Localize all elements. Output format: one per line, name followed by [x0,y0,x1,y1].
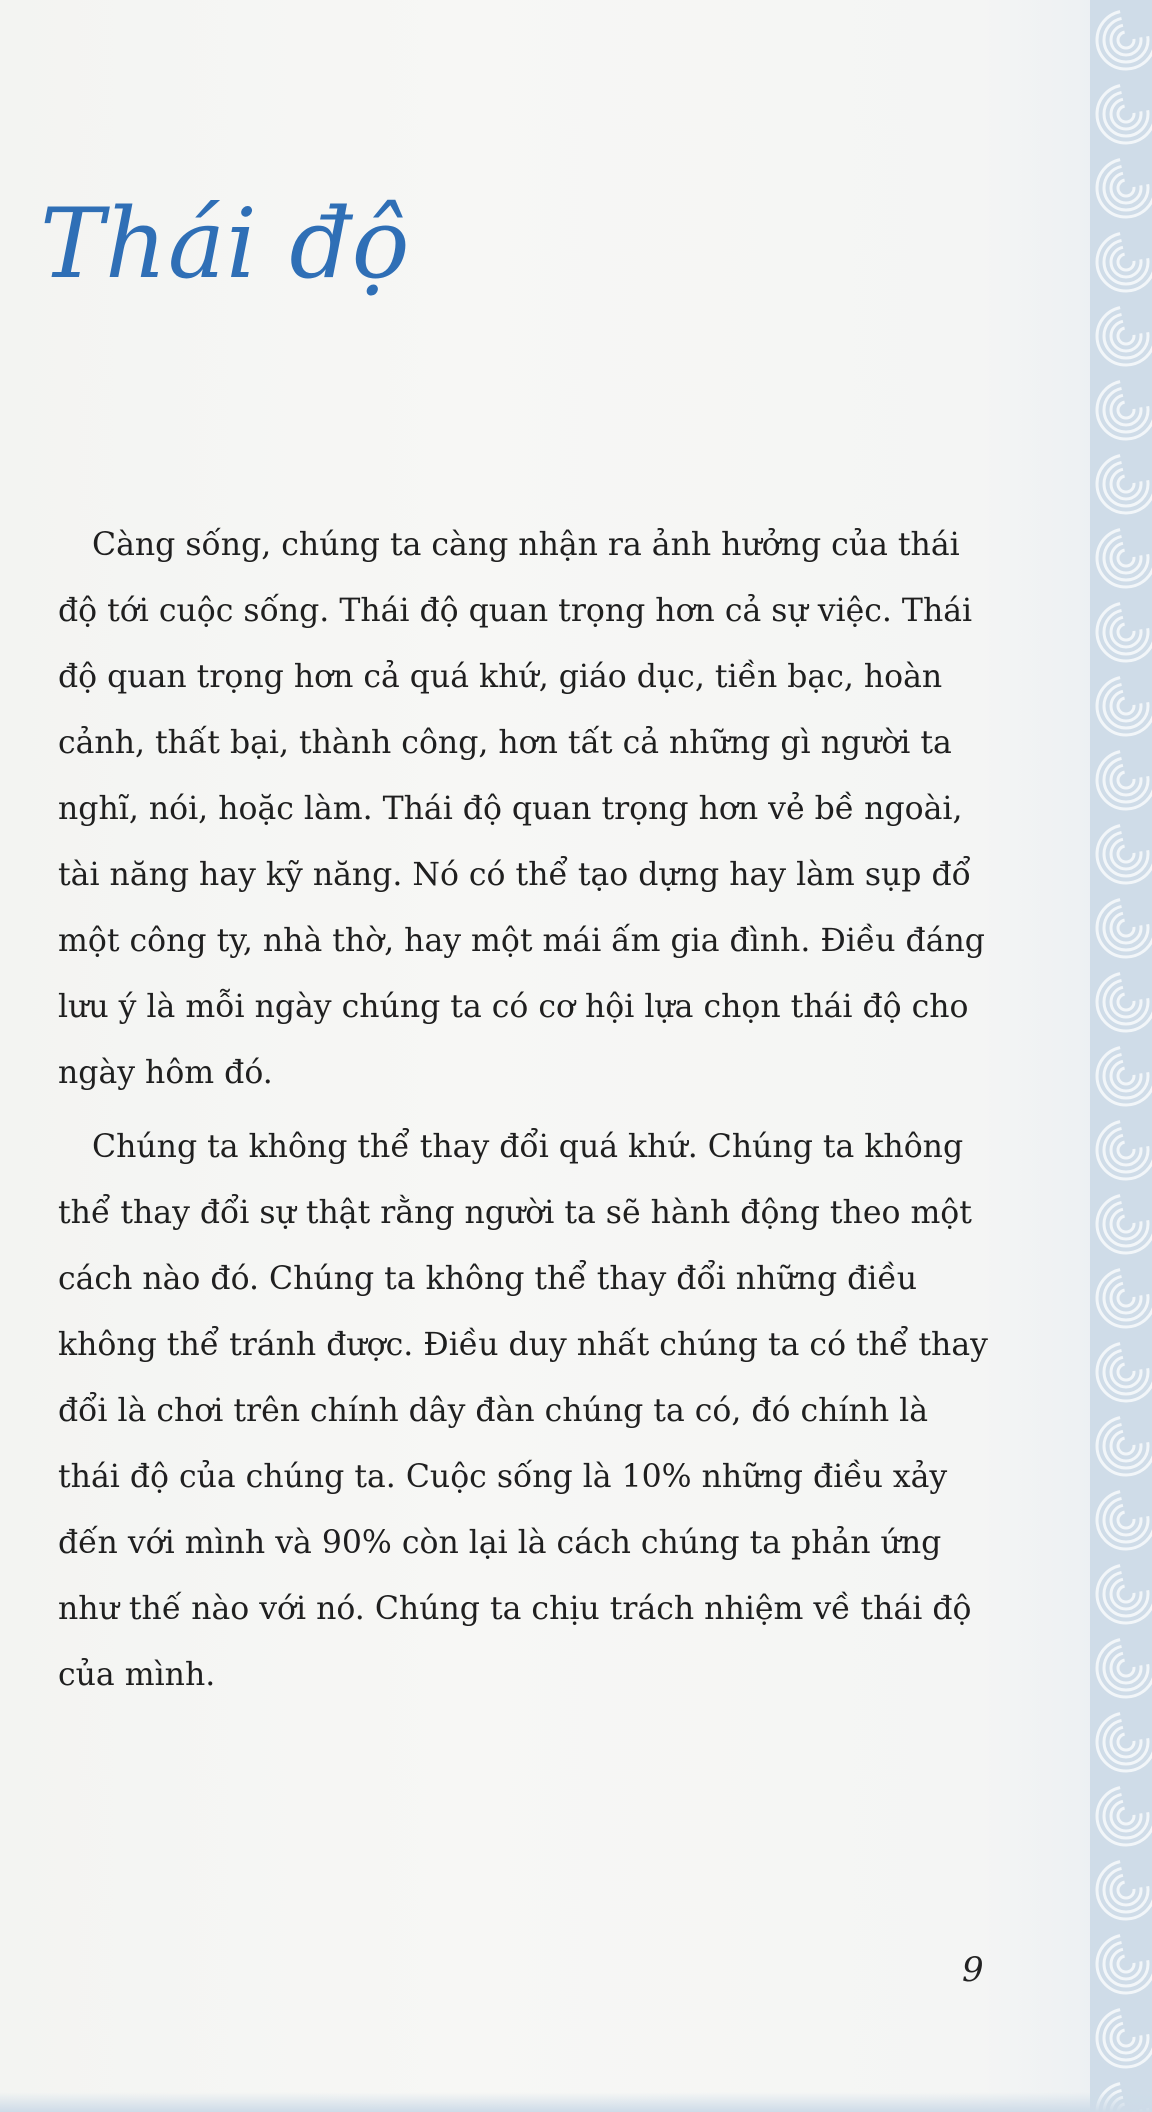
swirl-ring [1111,1949,1141,1979]
swirl-ring [1111,839,1141,869]
swirl-ring [1111,1875,1141,1905]
swirl-ring [1118,698,1134,714]
paragraph: Càng sống, chúng ta càng nhận ra ảnh hưởng của thái độ tới cuộc sống. Thái độ quan trọng hơn cả sự việc. Thái độ quan trọng hơn cả quá khứ, giáo dục, tiền bạc, hoàn cảnh, thất bại, thành công, hơn tất cả những gì người ta nghĩ, nói, hoặc làm. Thái độ quan trọng hơn vẻ bề ngoài, tài năng hay kỹ năng. Nó có thể tạo dựng hay làm sụp đổ một công ty, nhà thờ, hay một mái ấm gia đình. Điều đáng lưu ý là mỗi ngày chúng ta có cơ hội lựa chọn thái độ cho ngày hôm đó. [58,527,985,1091]
swirl-ring [1111,321,1141,351]
swirl-ring [1118,846,1134,862]
swirl-ring [1118,328,1134,344]
swirl-ring [1118,106,1134,122]
swirl-ring [1111,913,1141,943]
swirl-ring [1118,550,1134,566]
swirl-ring [1111,25,1141,55]
swirl-ring [1118,1808,1134,1824]
swirl-ring [1118,1142,1134,1158]
swirl-ring [1111,765,1141,795]
swirl-ring [1111,617,1141,647]
swirl-ring [1111,395,1141,425]
swirl-ring [1118,772,1134,788]
swirl-ring [1118,1438,1134,1454]
swirl-ring [1111,1431,1141,1461]
paragraph: Chúng ta không thể thay đổi quá khứ. Chúng ta không thể thay đổi sự thật rằng người ta sẽ hành động theo một cách nào đó. Chúng ta không thể thay đổi những điều không thể tránh được. Điều duy nhất chúng ta có thể thay đổi là chơi trên chính dây đàn chúng ta có, đó chính là thái độ của chúng ta. Cuộc sống là 10% những điều xảy đến với mình và 90% còn lại là cách chúng ta phản ứng như thế nào với nó. Chúng ta chịu trách nhiệm về thái độ của mình. [58,1129,988,1693]
swirl-ring [1111,1209,1141,1239]
swirl-ring [1118,1364,1134,1380]
swirl-ring [1118,402,1134,418]
swirl-ring [1118,32,1134,48]
swirl-ring [1111,1653,1141,1683]
swirl-ring [1111,1579,1141,1609]
swirl-ring [1111,987,1141,1017]
swirl-ring [1111,99,1141,129]
swirl-ring [1111,1061,1141,1091]
swirl-pattern-graphic [1090,0,1152,2112]
swirl-ring [1111,1505,1141,1535]
swirl-ring [1118,1660,1134,1676]
swirl-ring [1118,1734,1134,1750]
swirl-ring [1111,173,1141,203]
swirl-ring [1111,691,1141,721]
swirl-ring [1118,1586,1134,1602]
swirl-ring [1111,1357,1141,1387]
swirl-ring [1118,1882,1134,1898]
swirl-ring [1118,920,1134,936]
page-number: 9 [962,1950,984,1990]
swirl-ring [1111,543,1141,573]
swirl-ring [1118,624,1134,640]
swirl-ring [1118,476,1134,492]
swirl-ring [1111,1283,1141,1313]
swirl-ring [1118,1216,1134,1232]
bottom-edge-tint [0,2092,1152,2112]
swirl-border-pattern [1090,0,1152,2112]
swirl-ring [1118,1290,1134,1306]
swirl-ring [1118,994,1134,1010]
swirl-ring [1111,247,1141,277]
swirl-ring [1118,1956,1134,1972]
swirl-ring [1111,1135,1141,1165]
body-text [58,512,994,1716]
swirl-ring [1118,180,1134,196]
swirl-ring [1111,469,1141,499]
swirl-ring [1111,2023,1141,2053]
chapter-title: Thái độ [40,188,411,300]
swirl-ring [1118,1512,1134,1528]
swirl-ring [1111,1801,1141,1831]
swirl-ring [1111,1727,1141,1757]
swirl-ring [1118,2030,1134,2046]
swirl-ring [1118,1068,1134,1084]
swirl-ring [1118,254,1134,270]
